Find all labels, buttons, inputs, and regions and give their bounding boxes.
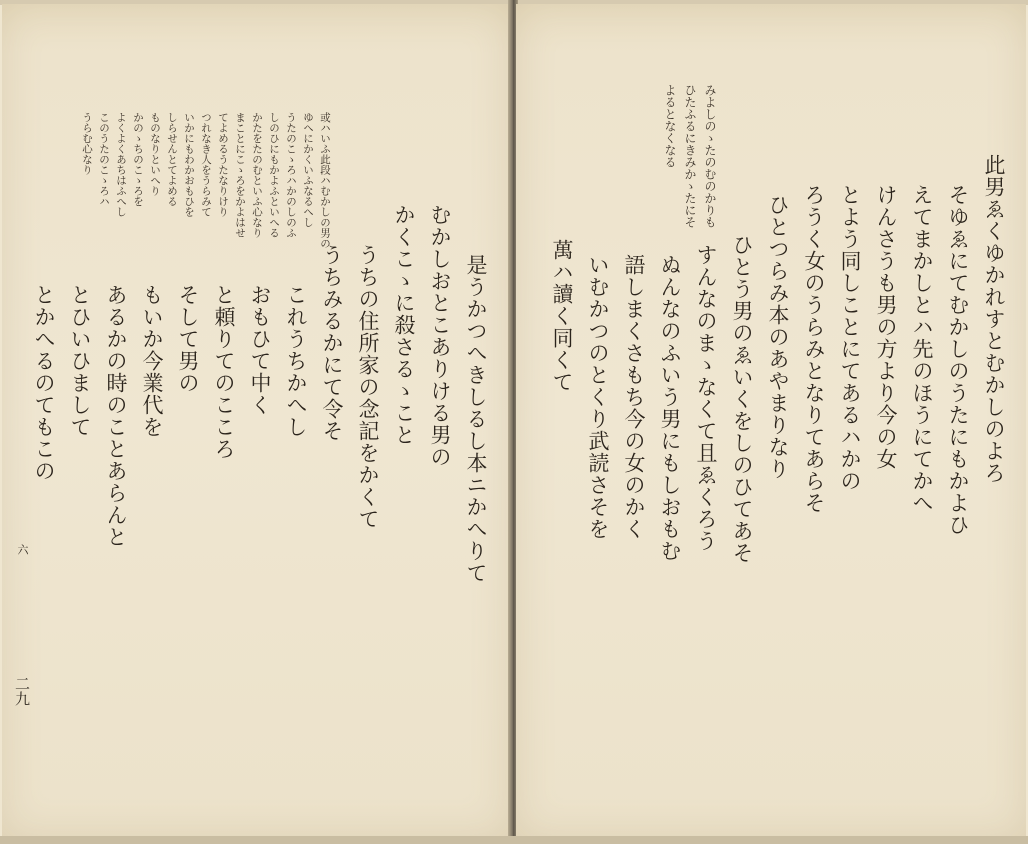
text-column: そゆゑにてむかしのうたにもかよひ xyxy=(946,184,970,536)
page-bottom-edge xyxy=(0,836,1028,844)
annotation-column: いかにもわかおもひを xyxy=(183,112,195,217)
text-column: 萬ハ讀く同くて xyxy=(550,239,574,393)
annotation-column: つれなき人をうらみて xyxy=(200,112,212,217)
text-column: もいか今業代を xyxy=(140,284,164,438)
left-page xyxy=(2,4,510,838)
text-column: と頼りてのこころ xyxy=(212,284,236,460)
text-column: とひいひまして xyxy=(68,284,92,438)
text-column: とよう同しことにてあるハかの xyxy=(838,184,862,492)
text-column: そして男の xyxy=(176,284,200,394)
annotation-column: よくよくあちはふへし xyxy=(115,112,127,217)
text-column: これうちかへし xyxy=(284,284,308,438)
annotation-column: しのひにもかよふといへる xyxy=(268,112,280,238)
text-column: いむかつのとくり武読さそを xyxy=(586,254,610,540)
poem-line: ひたふるにきみかゝたにそ xyxy=(683,84,697,228)
folio-number: 二九 xyxy=(13,676,31,706)
annotation-column: このうたのこゝろハ xyxy=(98,112,110,207)
annotation-column: ゆへにかくいふなるへし xyxy=(302,112,314,228)
text-column: おもひて中く xyxy=(248,284,272,416)
annotation-column: しらせんとてよめる xyxy=(166,112,178,207)
text-column: とかへるのてもこの xyxy=(32,284,56,482)
text-column: ぬんなのふいう男にもしおもむ xyxy=(658,254,682,562)
annotation-column: 或ハいふ此段ハむかしの男の xyxy=(319,112,331,249)
annotation-column: かのゝちのこゝろを xyxy=(132,112,144,207)
text-column: ろうく女のうらみとなりてあらそ xyxy=(802,184,826,514)
right-page xyxy=(516,4,1026,838)
annotation-column: てよめるうたなりけり xyxy=(217,112,229,217)
text-column: ひとつらみ本のあやまりなり xyxy=(766,194,790,480)
text-column: かくこゝに殺さるゝこと xyxy=(392,204,416,446)
annotation-column: まことにこゝろをかよはせ xyxy=(234,112,246,238)
text-column: えてまかしとハ先のほうにてかへ xyxy=(910,184,934,514)
text-column: 是うかつへきしるし本ニかへりて xyxy=(464,254,488,584)
text-column: すんなのまゝなくて且ゑくろう xyxy=(694,244,718,552)
annotation-column: うらむ心なり xyxy=(81,112,93,175)
text-column: 此男ゑくゆかれすとむかしのよろ xyxy=(982,154,1006,484)
text-column: 語しまくさもち今の女のかく xyxy=(622,254,646,540)
margin-mark: 六 xyxy=(16,544,29,555)
text-column: うちみるかにて令そ xyxy=(320,244,344,442)
text-column: うちの住所家の念記をかくて xyxy=(356,244,380,530)
annotation-column: かたをたのむといふ心なり xyxy=(251,112,263,238)
poem-line: みよしのゝたのむのかりも xyxy=(703,84,717,228)
poem-line: よるとなくなる xyxy=(663,84,677,168)
text-column: けんさうも男の方より今の女 xyxy=(874,184,898,470)
text-column: あるかの時のことあらんと xyxy=(104,284,128,548)
annotation-column: ものなりといへり xyxy=(149,112,161,196)
text-column: ひとう男のゑいくをしのひてあそ xyxy=(730,234,754,564)
annotation-column: うたのこゝろハかのしのふ xyxy=(285,112,297,238)
text-column: むかしおとこありける男の xyxy=(428,204,452,468)
